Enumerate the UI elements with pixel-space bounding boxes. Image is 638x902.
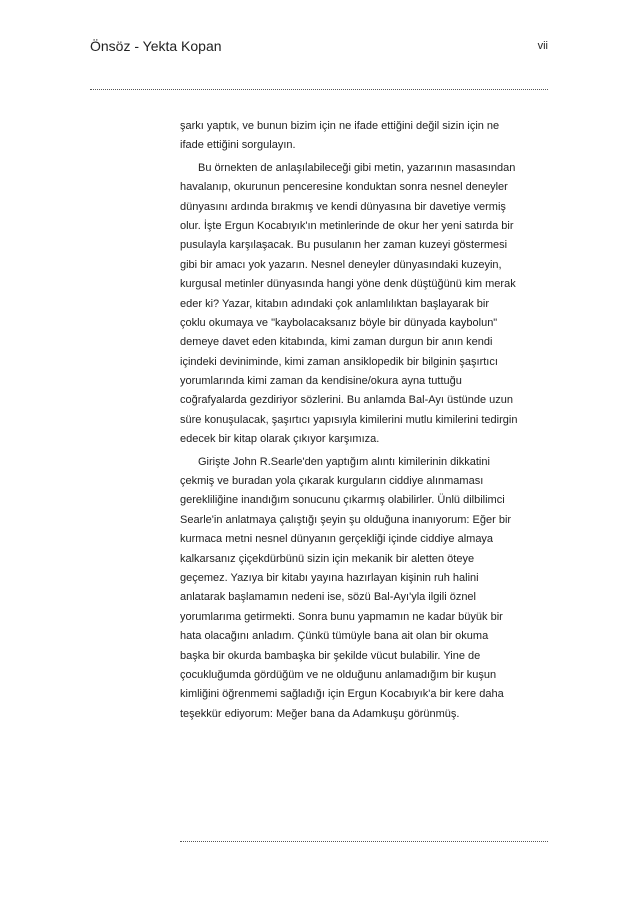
text-line: kalkarsanız çiçekdürbünü sizin için mekanik bir aletten öteye <box>180 552 475 565</box>
text-line: çekmiş ve buradan yola çıkarak kurguların ciddiye alınmaması <box>180 475 484 488</box>
header-divider <box>90 89 548 90</box>
text-line: geçemez. Yazıya bir kitabı yayına hazırlayan kişinin ruh halini <box>180 571 479 584</box>
paragraph <box>180 159 548 450</box>
text-line: Bu örnekten de anlaşılabileceği gibi metin, yazarının masasından <box>198 161 516 174</box>
text-line: eder ki? Yazar, kitabın adındaki çok anlamlılıktan başlayarak bir <box>180 297 489 310</box>
paragraph <box>180 453 548 724</box>
text-line: çoklu okumaya ve "kaybolacaksanız böyle bir dünyada kaybolun" <box>180 316 498 329</box>
text-line: edecek bir kitap olarak çıkıyor karşımıza. <box>180 433 380 446</box>
page-number: vii <box>537 40 548 52</box>
text-line: yorumlarıma getirmekti. Sonra bunu yapmamın ne kadar büyük bir <box>180 610 503 623</box>
text-line: teşekkür ediyorum: Meğer bana da Adamkuşu görünmüş. <box>180 707 460 720</box>
text-line: kurgusal metinler dünyasında hangi yöne denk düştüğünü kim merak <box>180 278 516 291</box>
text-line: coğrafyalarda gezdiriyor sözlerini. Bu anlamda Bal-Ayı üstünde uzun <box>180 394 514 407</box>
text-line: havalanıp, okurunun penceresine konduktan sonra nesnel deneyler <box>180 181 508 194</box>
text-line: içindeki deviniminde, kimi zaman ansiklopedik bir bilginin şaşırtıcı <box>180 355 498 368</box>
text-line: demeye davet eden kitabında, kimi zaman durgun bir anın kendi <box>180 336 493 349</box>
text-line: pusulayla karşılaşacak. Bu pusulanın her zaman kuzeyi göstermesi <box>180 239 508 252</box>
text-line: olur. İşte Ergun Kocabıyık'ın metinlerinde de okur her yeni satırda bir <box>180 219 514 232</box>
text-line: Girişte John R.Searle'den yaptığım alıntı kimilerinin dikkatini <box>198 455 490 468</box>
text-line: şarkı yaptık, ve bunun bizim için ne ifade ettiğini değil sizin için ne <box>180 120 500 132</box>
text-line: yorumlarında kimi zaman da kendisine/okura ayna tuttuğu <box>180 375 462 388</box>
running-title: Önsöz - Yekta Kopan <box>90 38 222 54</box>
text-line: kurmaca metni nesnel dünyanın gerçekliği içinde ciddiye almaya <box>180 533 494 546</box>
text-line: hata olacağını anladım. Çünkü tümüyle bana ait olan bir okuma <box>180 630 489 643</box>
text-line: anlatarak başlamamın nedeni ise, sözü Bal-Ayı'yla ilgili öznel <box>180 591 476 604</box>
text-line: Searle'in anlatmaya çalıştığı şeyin şu olduğuna inanıyorum: Eğer bir <box>180 513 512 526</box>
text-line: gibi bir amacı yok yazarın. Nesnel deneyler dünyasındaki kuzeyin, <box>180 258 502 271</box>
paragraph <box>180 117 548 156</box>
text-line: başka bir okurda bambaşka bir şekilde vücut bulabilir. Yine de <box>180 649 481 662</box>
page-header <box>90 38 548 60</box>
text-line: kimliğini öğrenmemi sağladığı için Ergun Kocabıyık'a bir kere daha <box>180 688 504 701</box>
text-line: ifade ettiğini sorgulayın. <box>180 139 296 152</box>
text-line: çocukluğumda gördüğüm ve ne olduğunu anlamadığım bir kuşun <box>180 668 497 681</box>
footer-divider <box>180 841 548 842</box>
text-line: süre konuşulacak, şaşırtıcı yapısıyla kimilerini mutlu kimilerini tedirgin <box>180 413 518 426</box>
body-text <box>180 117 548 727</box>
text-line: gerekliliğine inandığım sonucunu çıkarmış olabilirler. Ünlü dilbilimci <box>180 494 505 507</box>
text-line: dünyasını ardında bırakmış ve kendi dünyasına bir davetiye vermiş <box>180 200 506 213</box>
